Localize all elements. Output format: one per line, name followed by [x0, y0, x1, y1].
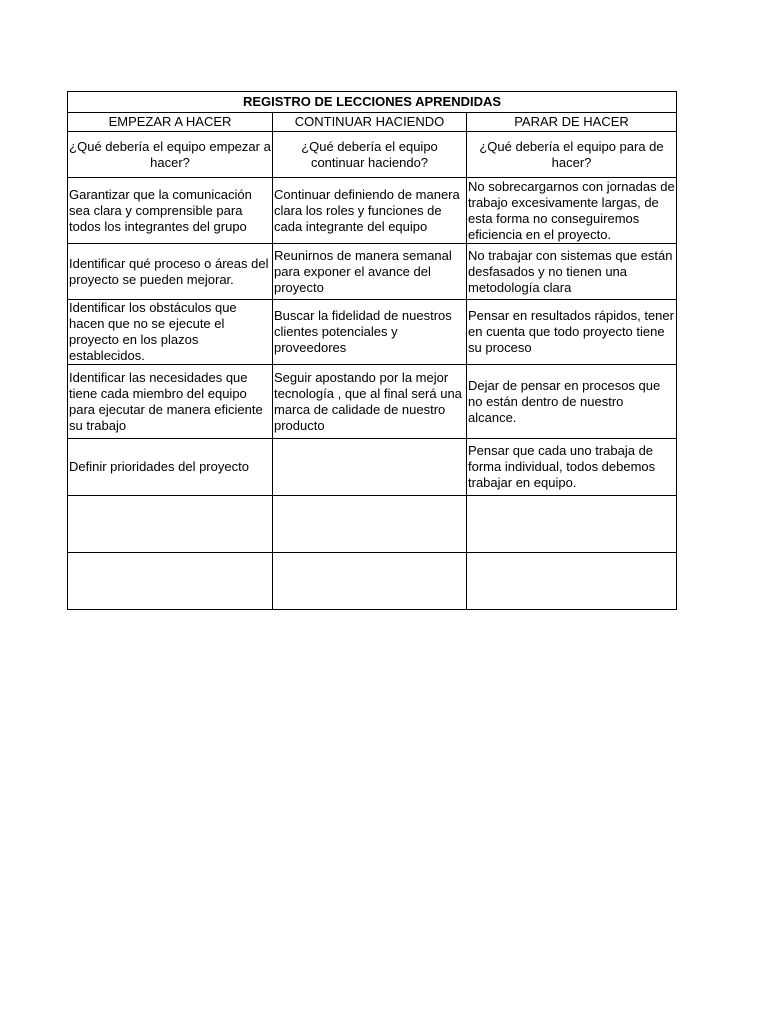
- table-cell: [273, 553, 467, 610]
- table-cell: Definir prioridades del proyecto: [68, 439, 273, 496]
- table-row: [68, 178, 677, 244]
- table-row: [68, 244, 677, 300]
- question-stop: ¿Qué debería el equipo para de hacer?: [467, 132, 677, 178]
- table-cell: Identificar los obstáculos que hacen que no se ejecute el proyecto en los plazos establecidos.: [68, 300, 273, 365]
- table-cell: [273, 496, 467, 553]
- table-cell: No sobrecargarnos con jornadas de trabajo excesivamente largas, de esta forma no conseguiremos eficiencia en el proyecto.: [468, 178, 675, 242]
- table-cell: Dejar de pensar en procesos que no están dentro de nuestro alcance.: [467, 365, 677, 439]
- table-row: [68, 365, 677, 439]
- table-cell: Identificar las necesidades que tiene cada miembro del equipo para ejecutar de manera eficiente su trabajo: [68, 365, 273, 439]
- table-cell: Pensar en resultados rápidos, tener en cuenta que todo proyecto tiene su proceso: [467, 300, 677, 365]
- table-cell: No trabajar con sistemas que están desfasados y no tienen una metodología clara: [467, 244, 677, 300]
- table-cell: [68, 553, 273, 610]
- table-title: REGISTRO DE LECCIONES APRENDIDAS: [68, 92, 677, 113]
- table-cell: Buscar la fidelidad de nuestros clientes potenciales y proveedores: [273, 300, 467, 365]
- table-cell: Identificar qué proceso o áreas del proyecto se pueden mejorar.: [68, 244, 273, 300]
- table-cell: Garantizar que la comunicación sea clara y comprensible para todos los integrantes del grupo: [68, 178, 273, 244]
- column-header-start: EMPEZAR A HACER: [68, 113, 273, 132]
- column-header-continue: CONTINUAR HACIENDO: [273, 113, 467, 132]
- title-row: [68, 92, 677, 113]
- table-cell: [68, 496, 273, 553]
- table-cell: Seguir apostando por la mejor tecnología , que al final será una marca de calidade de nuestro producto: [273, 365, 467, 439]
- header-row: [68, 113, 677, 132]
- table-cell: [467, 553, 677, 610]
- table-row: [68, 300, 677, 365]
- column-header-stop: PARAR DE HACER: [467, 113, 677, 132]
- table-cell: Reunirnos de manera semanal para exponer el avance del proyecto: [273, 244, 467, 300]
- table-row: [68, 496, 677, 553]
- table-cell: Continuar definiendo de manera clara los roles y funciones de cada integrante del equipo: [273, 178, 467, 244]
- table-cell: [467, 496, 677, 553]
- question-row: [68, 132, 677, 178]
- table-cell: [273, 439, 467, 496]
- lessons-learned-table: [67, 91, 677, 610]
- table-cell: Pensar que cada uno trabaja de forma individual, todos debemos trabajar en equipo.: [467, 439, 677, 496]
- question-start: ¿Qué debería el equipo empezar a hacer?: [68, 132, 273, 178]
- table-row: [68, 553, 677, 610]
- table-row: [68, 439, 677, 496]
- question-continue: ¿Qué debería el equipo continuar haciendo?: [273, 132, 467, 178]
